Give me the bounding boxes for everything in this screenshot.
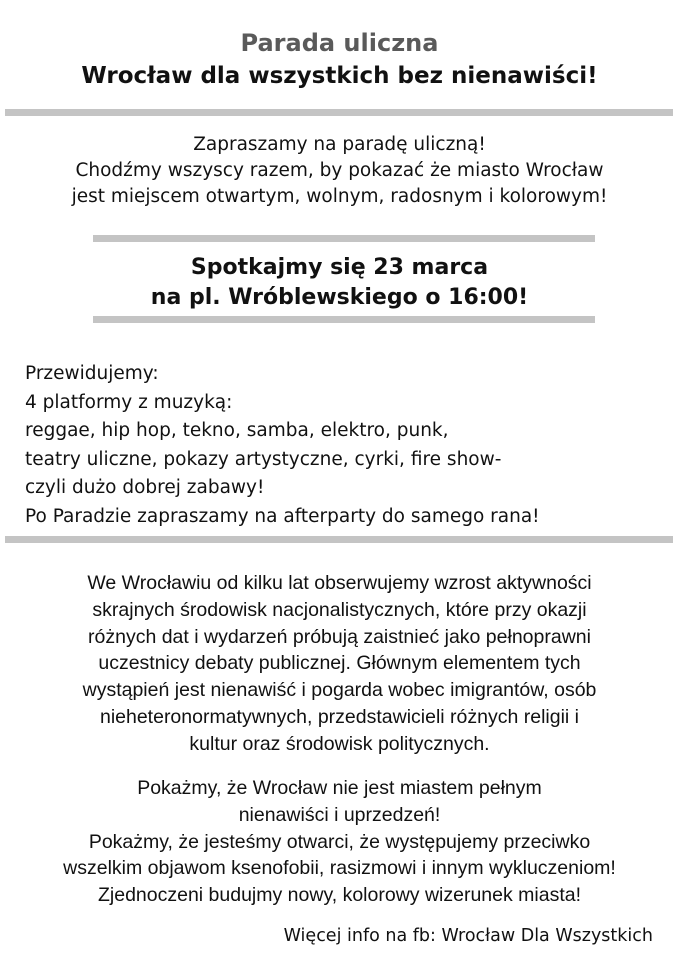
context-paragraph [0, 570, 679, 758]
invitation-text [0, 132, 679, 210]
meeting-info [0, 253, 679, 313]
paragraph-line: skrajnych środowisk nacjonalistycznych, które przy okazji [92, 598, 587, 621]
call-line: wszelkim objawom ksenofobii, rasizmowi i innym wykluczeniom! [63, 857, 616, 880]
paragraph-line: nieheteronormatywnych, przedstawicieli różnych religii i [99, 705, 580, 728]
call-line: Zjednoczeni budujmy nowy, kolorowy wizerunek miasta! [97, 884, 581, 907]
flyer-title: Parada uliczna [240, 29, 439, 57]
call-line: nienawiści i uprzedzeń! [238, 803, 441, 826]
divider-meeting-top [93, 235, 595, 242]
paragraph-line: We Wrocławiu od kilku lat obserwujemy wzrost aktywności [87, 572, 592, 594]
invitation-line: Chodźmy wszyscy razem, by pokazać że miasto Wrocław [75, 160, 604, 181]
divider-top [5, 109, 673, 116]
call-line: Pokażmy, że jesteśmy otwarci, że występujemy przeciwko [88, 830, 591, 853]
invitation-line: Zapraszamy na paradę uliczną! [193, 134, 486, 155]
program-line: reggae, hip hop, tekno, samba, elektro, punk, [25, 420, 449, 441]
paragraph-line: wystąpień jest nienawiść i pogarda wobec imigrantów, osób [82, 679, 597, 702]
program-line: Po Paradzie zapraszamy na afterparty do samego rana! [25, 505, 540, 527]
divider-middle [5, 536, 673, 543]
program-line: Przewidujemy: [25, 363, 159, 384]
call-line: Pokażmy, że Wrocław nie jest miastem pełnym [137, 777, 542, 799]
meeting-place-time: na pl. Wróblewskiego o 16:00! [150, 285, 529, 310]
facebook-info: Więcej info na fb: Wrocław Dla Wszystkich [283, 926, 653, 946]
paragraph-line: kultur oraz środowisk politycznych. [189, 732, 490, 755]
flyer-subtitle: Wrocław dla wszystkich bez nienawiści! [81, 63, 598, 89]
paragraph-line: uczestnicy debaty publicznej. Głównym elementem tych [98, 652, 581, 675]
program-list [25, 360, 665, 531]
paragraph-line: różnych dat i wydarzeń próbują zaistnieć jako pełnoprawni [88, 625, 591, 648]
program-line: 4 platformy z muzyką: [25, 391, 233, 413]
program-line: teatry uliczne, pokazy artystyczne, cyrki, fire show- [25, 448, 502, 470]
meeting-date: Spotkajmy się 23 marca [190, 255, 489, 280]
program-line: czyli dużo dobrej zabawy! [25, 477, 265, 498]
call-to-action [0, 775, 679, 909]
divider-meeting-bottom [93, 316, 595, 323]
invitation-line: jest miejscem otwartym, wolnym, radosnym i kolorowym! [71, 186, 608, 207]
